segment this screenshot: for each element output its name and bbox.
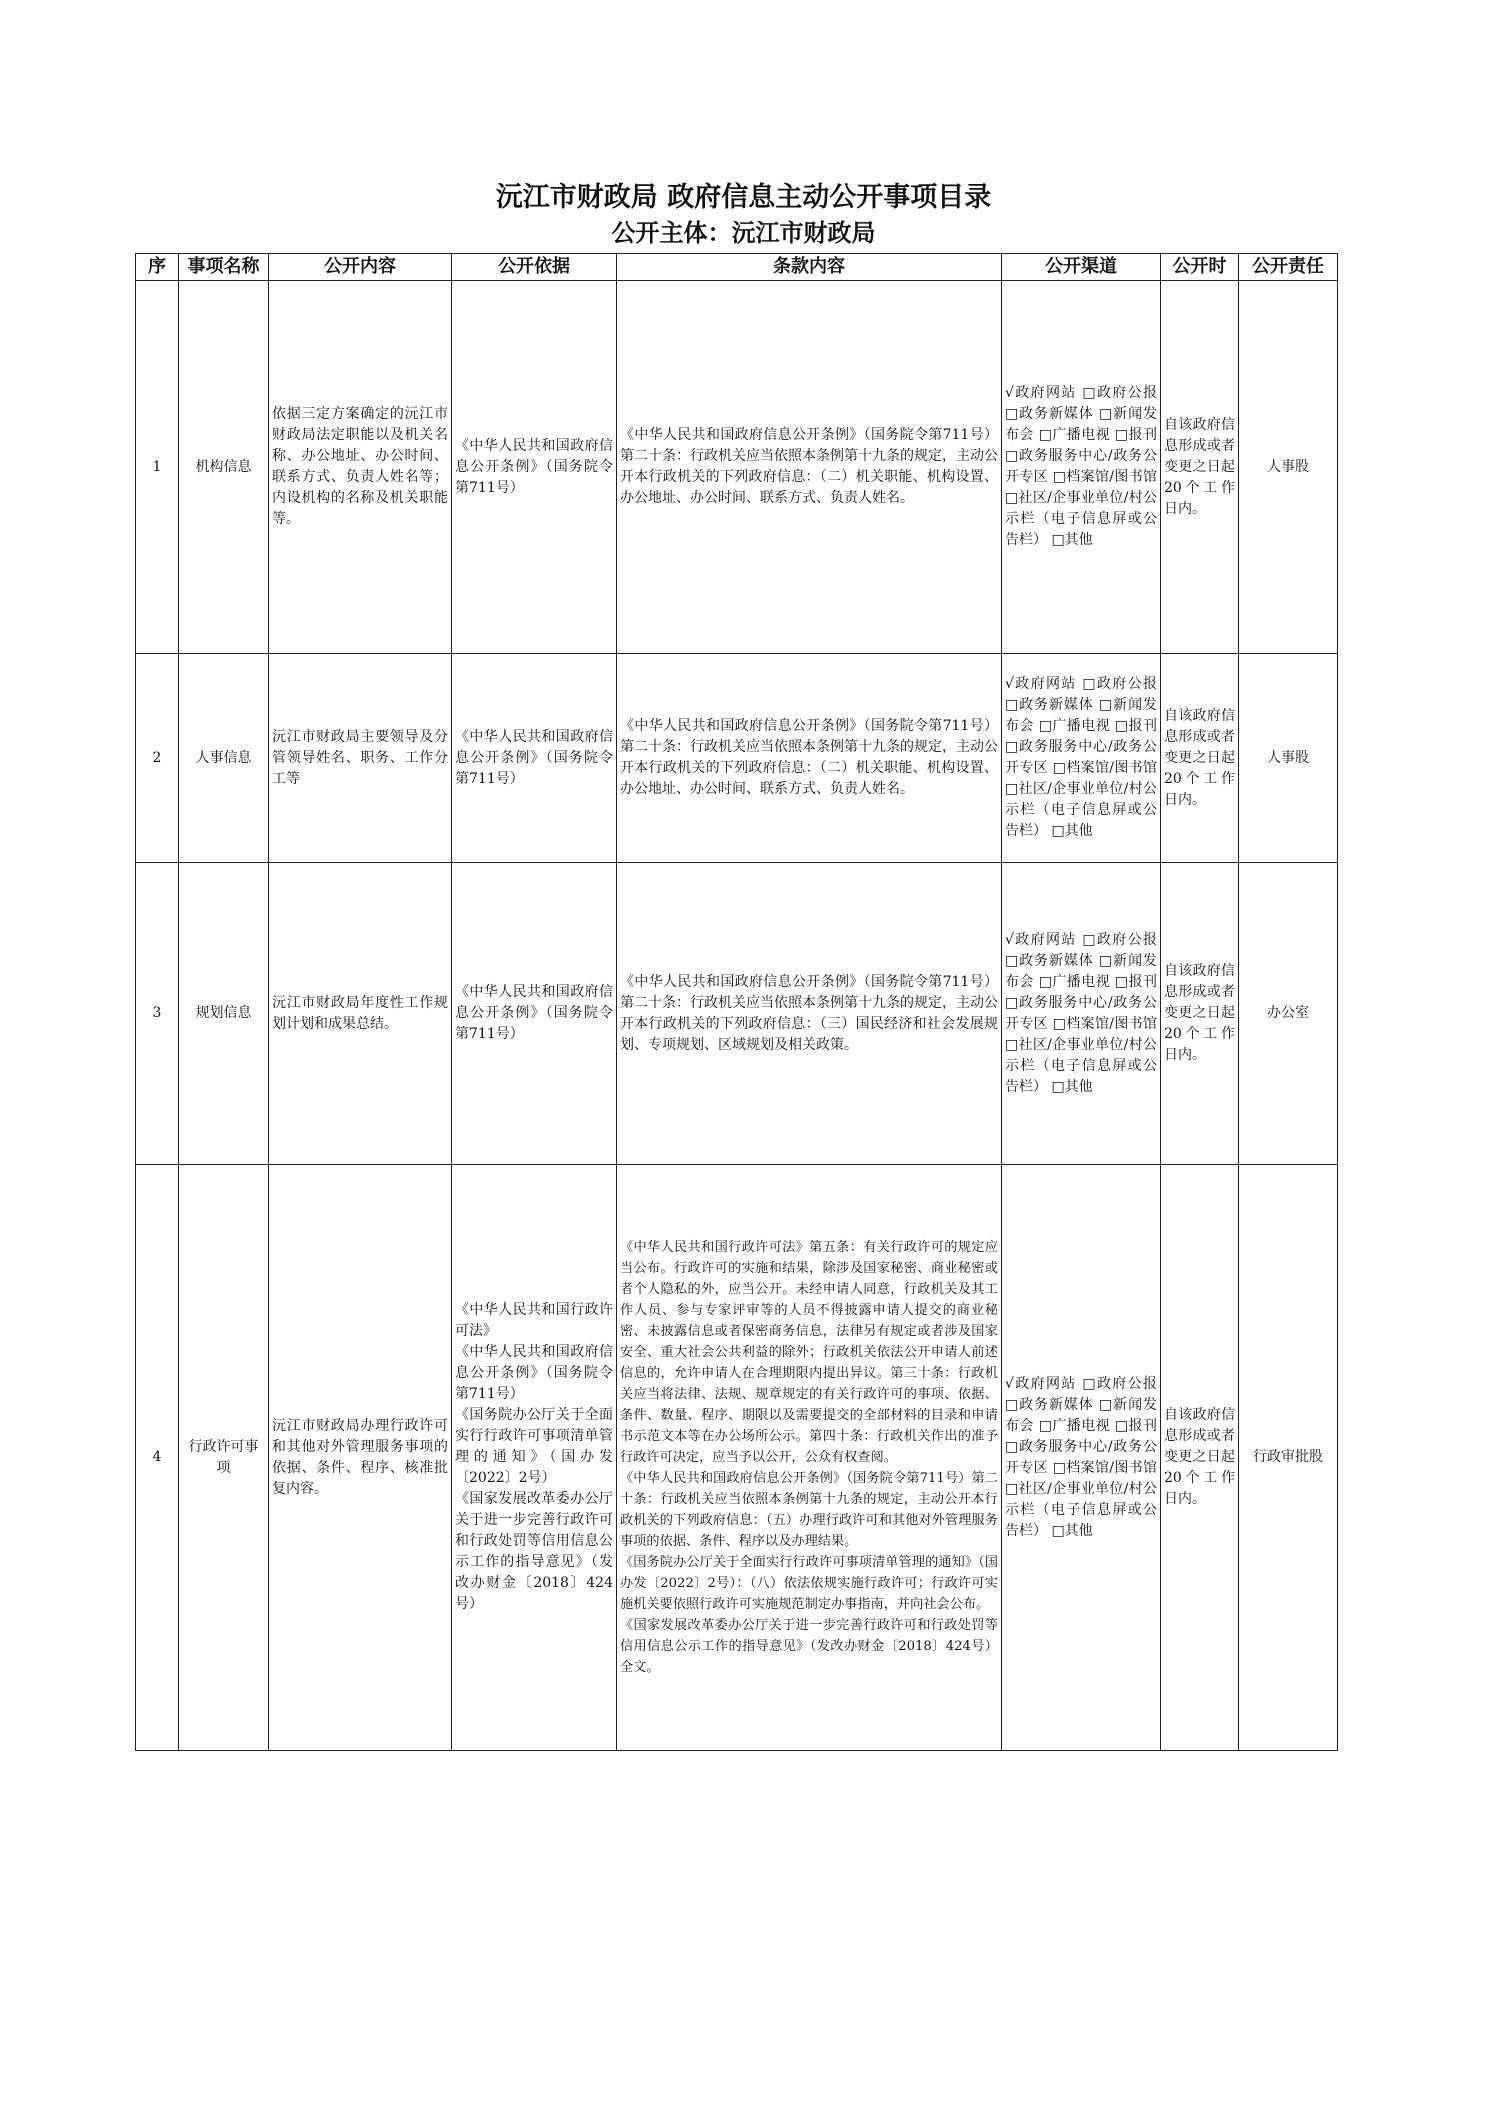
clause-text: 《中华人民共和国政府信息公开条例》（国务院令第711号）第二十条：行政机关应当依照本条例第十九条的规定，主动公开本行政机关的下列政府信息：（三）国民经济和社会发展规划、专项规划、区域规划及相关政策。 <box>617 863 1002 1165</box>
disclosure-channel: √政府网站 □政府公报 □政务新媒体 □新闻发布会 □广播电视 □报刊 □政务服务中心/政务公开专区 □档案馆/图书馆 □社区/企事业单位/村公示栏（电子信息屏或公告栏） □其他 <box>1002 281 1161 654</box>
column-header-content: 公开内容 <box>269 254 452 281</box>
clause-text: 《中华人民共和国行政许可法》第五条：有关行政许可的规定应当公布。行政许可的实施和结果，除涉及国家秘密、商业秘密或者个人隐私的外，应当公开。未经申请人同意，行政机关及其工作人员、参与专家评审等的人员不得披露申请人提交的商业秘密、未披露信息或者保密商务信息，法律另有规定或者涉及国家安全、重大社会公共利益的除外；行政机关依法公开申请人前述信息的，允许申请人在合理期限内提出异议。第三十条：行政机关应当将法律、法规、规章规定的有关行政许可的事项、依据、条件、数量、程序、期限以及需要提交的全部材料的目录和申请书示范文本等在办公场所公示。第四十条：行政机关作出的准予行政许可决定，应当予以公开，公众有权查阅。 《中华人民共和国政府信息公开条例》（国务院令第711号）第二十条：行政机关应当依照本条例第十九条的规定，主动公开本行政机关的下列政府信息：（五）办理行政许可和其他对外管理服务事项的依据、条件、程序以及办理结果。 《国务院办公厅关于全面实行行政许可事项清单管理的通知》（国办发〔2022〕2号）：（八）依法依规实施行政许可；行政许可实施机关要依照行政许可实施规范制定办事指南，并向社会公布。 《国家发展改革委办公厅关于进一步完善行政许可和行政处罚等信用信息公示工作的指导意见》（发改办财金〔2018〕424号）全文。 <box>617 1165 1002 1751</box>
disclosure-time: 自该政府信息形成或者变更之日起20个工作日内。 <box>1161 281 1239 654</box>
clause-text: 《中华人民共和国政府信息公开条例》（国务院令第711号）第二十条：行政机关应当依照本条例第十九条的规定，主动公开本行政机关的下列政府信息：（二）机关职能、机构设置、办公地址、办公时间、联系方式、负责人姓名。 <box>617 281 1002 654</box>
responsible-unit: 办公室 <box>1239 863 1338 1165</box>
disclosure-time: 自该政府信息形成或者变更之日起20个工作日内。 <box>1161 1165 1239 1751</box>
legal-basis: 《中华人民共和国政府信息公开条例》（国务院令第711号） <box>452 281 617 654</box>
disclosure-channel: √政府网站 □政府公报 □政务新媒体 □新闻发布会 □广播电视 □报刊 □政务服务中心/政务公开专区 □档案馆/图书馆 □社区/企事业单位/村公示栏（电子信息屏或公告栏） □其他 <box>1002 863 1161 1165</box>
table-row <box>136 863 1338 1165</box>
disclosure-channel: √政府网站 □政府公报 □政务新媒体 □新闻发布会 □广播电视 □报刊 □政务服务中心/政务公开专区 □档案馆/图书馆 □社区/企事业单位/村公示栏（电子信息屏或公告栏） □其他 <box>1002 654 1161 863</box>
disclosure-catalog-table <box>135 253 1338 1751</box>
item-content: 沅江市财政局办理行政许可和其他对外管理服务事项的依据、条件、程序、核准批复内容。 <box>269 1165 452 1751</box>
item-content: 依据三定方案确定的沅江市财政局法定职能以及机关名称、办公地址、办公时间、联系方式、负责人姓名等；内设机构的名称及机关职能等。 <box>269 281 452 654</box>
row-number: 3 <box>136 863 179 1165</box>
disclosure-channel: √政府网站 □政府公报 □政务新媒体 □新闻发布会 □广播电视 □报刊 □政务服务中心/政务公开专区 □档案馆/图书馆 □社区/企事业单位/村公示栏（电子信息屏或公告栏） □其他 <box>1002 1165 1161 1751</box>
legal-basis: 《中华人民共和国行政许可法》 《中华人民共和国政府信息公开条例》（国务院令第711号） 《国务院办公厅关于全面实行行政许可事项清单管理的通知》（国办发〔2022〕2号） 《国家发展改革委办公厅关于进一步完善行政许可和行政处罚等信用信息公示工作的指导意见》（发改办财金〔2018〕424号） <box>452 1165 617 1751</box>
column-header-basis: 公开依据 <box>452 254 617 281</box>
table-row <box>136 654 1338 863</box>
row-number: 2 <box>136 654 179 863</box>
page-title: 沅江市财政局 政府信息主动公开事项目录 <box>495 182 992 213</box>
page-subtitle: 公开主体：沅江市财政局 <box>611 219 876 247</box>
responsible-unit: 行政审批股 <box>1239 1165 1338 1751</box>
responsible-unit: 人事股 <box>1239 281 1338 654</box>
legal-basis: 《中华人民共和国政府信息公开条例》（国务院令第711号） <box>452 654 617 863</box>
column-header-no: 序 <box>136 254 179 281</box>
item-content: 沅江市财政局年度性工作规划计划和成果总结。 <box>269 863 452 1165</box>
column-header-channel: 公开渠道 <box>1002 254 1161 281</box>
row-number: 4 <box>136 1165 179 1751</box>
column-header-time: 公开时 <box>1161 254 1239 281</box>
column-header-clause: 条款内容 <box>617 254 1002 281</box>
table-row <box>136 1165 1338 1751</box>
column-header-responsible: 公开责任 <box>1239 254 1338 281</box>
disclosure-time: 自该政府信息形成或者变更之日起20个工作日内。 <box>1161 654 1239 863</box>
row-number: 1 <box>136 281 179 654</box>
responsible-unit: 人事股 <box>1239 654 1338 863</box>
item-name: 人事信息 <box>179 654 269 863</box>
item-name: 机构信息 <box>179 281 269 654</box>
disclosure-time: 自该政府信息形成或者变更之日起20个工作日内。 <box>1161 863 1239 1165</box>
clause-text: 《中华人民共和国政府信息公开条例》（国务院令第711号）第二十条：行政机关应当依照本条例第十九条的规定，主动公开本行政机关的下列政府信息：（二）机关职能、机构设置、办公地址、办公时间、联系方式、负责人姓名。 <box>617 654 1002 863</box>
item-name: 行政许可事项 <box>179 1165 269 1751</box>
item-name: 规划信息 <box>179 863 269 1165</box>
table-row <box>136 281 1338 654</box>
item-content: 沅江市财政局主要领导及分管领导姓名、职务、工作分工等 <box>269 654 452 863</box>
legal-basis: 《中华人民共和国政府信息公开条例》（国务院令第711号） <box>452 863 617 1165</box>
table-header-row <box>136 254 1338 281</box>
column-header-name: 事项名称 <box>179 254 269 281</box>
